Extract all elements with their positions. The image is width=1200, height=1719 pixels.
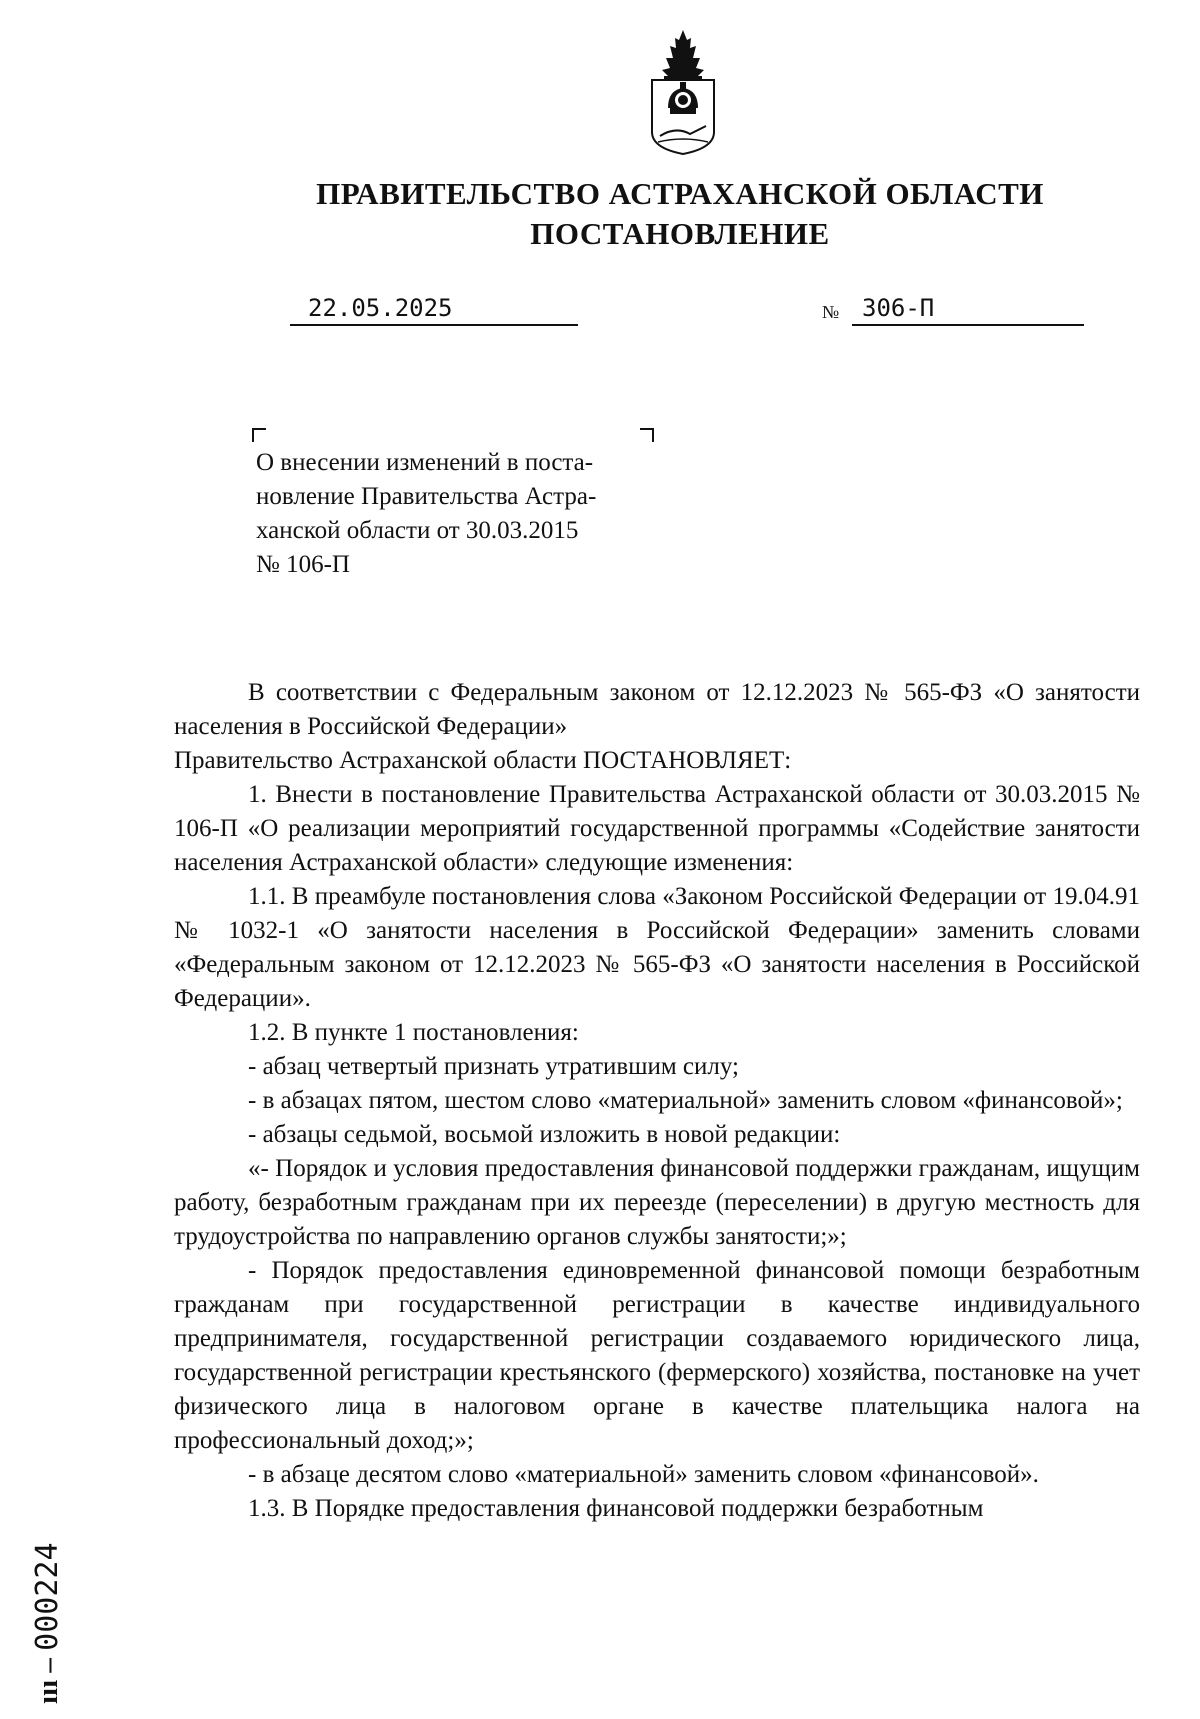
body-paragraph: - абзацы седьмой, восьмой изложить в новой редакции: [248,1121,841,1148]
body-paragraph: Правительство Астраханской области ПОСТАНОВЛЯЕТ: [174,747,792,774]
body-paragraph: В соответствии с Федеральным законом от 12.12.2023 № 565-ФЗ «О занятости населения в Российской Федерации» [174,679,1140,740]
subject-line: новление Правительства Астра- [256,483,597,510]
body-paragraph: 1.1. В преамбуле постановления слова «Законом Российской Федерации от 19.04.91 № 1032-1 «О занятости населения в Российской Федерации» заменить словами «Федеральным законом от 12.12.2023 № 565-ФЗ «О занятости населения в Российской Федерации». [174,883,1140,1012]
body-paragraph: 1.3. В Порядке предоставления финансовой поддержки безработным [248,1495,984,1522]
subject-line: О внесении изменений в поста- [256,449,594,476]
body-paragraph: 1. Внести в постановление Правительства Астраханской области от 30.03.2015 № 106-П «О реализации мероприятий государственной программы «Содействие занятости населения Астраханской области» следующие изменения: [174,781,1140,876]
body-paragraph: - в абзаце десятом слово «материальной» заменить словом «финансовой». [248,1461,1039,1488]
document-subject [256,446,652,582]
subject-corner-right [640,428,654,442]
body-paragraph: - Порядок предоставления единовременной финансовой помощи безработным гражданам при государственной регистрации в качестве индивидуального предпринимателя, государственной регистрации создаваемого юридического лица, государственной регистрации крестьянского (фермерского) хозяйства, постановке на учет физического лица в налоговом органе в качестве плательщика налога на профессиональный доход;»; [174,1257,1140,1454]
subject-line: ханской области от 30.03.2015 [256,517,579,544]
document-body [174,676,1140,1526]
number-label: № [822,302,840,322]
subject-corner-left [252,428,266,442]
body-paragraph: - в абзацах пятом, шестом слово «материальной» заменить словом «финансовой»; [248,1087,1123,1114]
document-date: 22.05.2025 [290,294,578,326]
subject-line: № 106-П [256,551,350,578]
organization-title: ПРАВИТЕЛЬСТВО АСТРАХАНСКОЙ ОБЛАСТИ [316,176,1044,211]
body-paragraph: - абзац четвертый признать утратившим силу; [248,1053,739,1080]
side-mark-prefix: ııı – [32,1658,64,1704]
body-paragraph: «- Порядок и условия предоставления финансовой поддержки гражданам, ищущим работу, безработным гражданам при их переезде (переселении) в другую местность для трудоустройства по направлению органов службы занятости;»; [174,1155,1140,1250]
side-registration-mark [30,1542,65,1704]
side-mark-digits: 000224 [30,1542,65,1651]
astrakhan-coat-of-arms-icon [646,28,720,156]
document-number: 306-П [852,294,1084,326]
body-paragraph: 1.2. В пункте 1 постановления: [248,1019,579,1046]
document-type: ПОСТАНОВЛЕНИЕ [530,216,830,251]
